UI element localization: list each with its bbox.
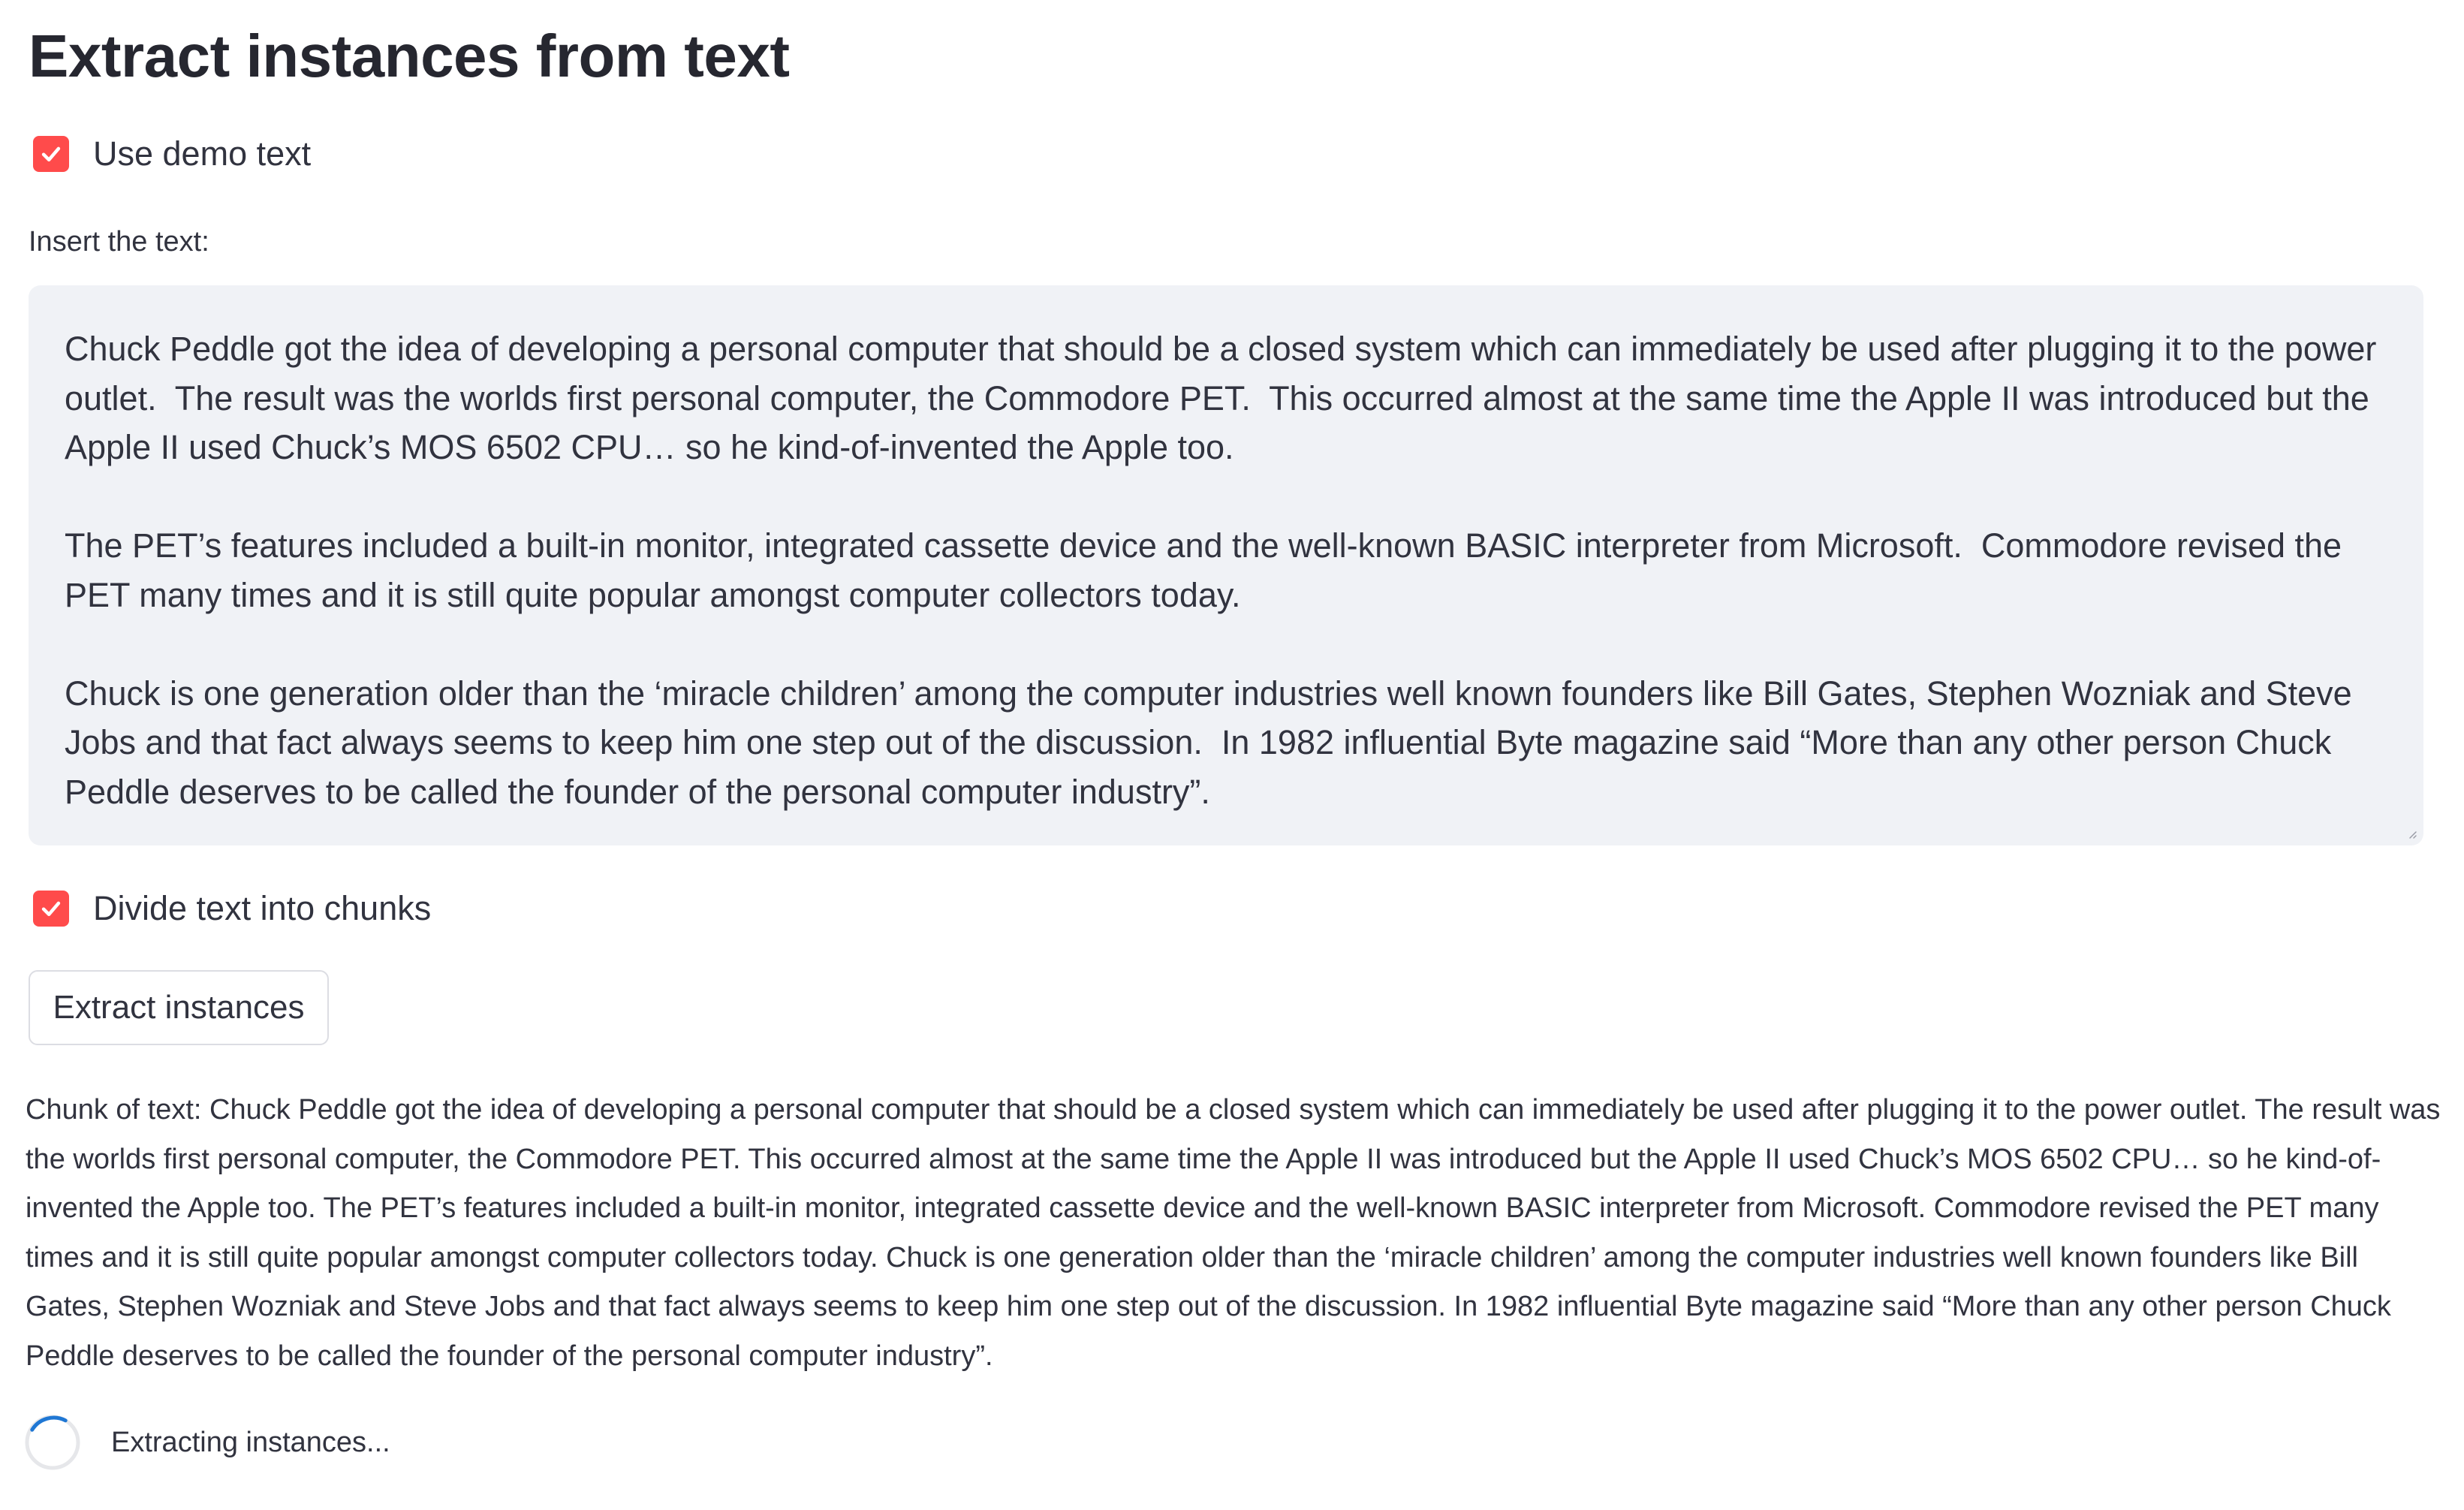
checkbox-checked-icon[interactable] [33, 136, 69, 172]
spinner-icon [23, 1412, 83, 1472]
use-demo-text-label: Use demo text [93, 134, 312, 173]
check-icon [38, 896, 64, 921]
divide-chunks-label: Divide text into chunks [93, 889, 432, 927]
use-demo-text-checkbox[interactable] [33, 131, 311, 176]
loading-status [23, 1409, 390, 1476]
check-icon [38, 141, 64, 167]
insert-text-label: Insert the text: [29, 226, 209, 258]
chunk-output-text: Chunk of text: Chuck Peddle got the idea of developing a personal computer that should be a closed system which can immediately be used after plugging it to the power outlet. The result was the worlds first personal computer, the Commodore PET. This occurred almost at the same time the Apple II was introduced but the Apple II used Chuck’s MOS 6502 CPU… so he kind-of-invented the Apple too. The PET’s features included a built-in monitor, integrated cassette device and the well-known BASIC interpreter from Microsoft. Commodore revised the PET many times and it is still quite popular amongst computer collectors today. Chuck is one generation older than the ‘miracle children’ among the computer industries well known founders like Bill Gates, Stephen Wozniak and Steve Jobs and that fact always seems to keep him one step out of the discussion. In 1982 influential Byte magazine said “More than any other person Chuck Peddle deserves to be called the founder of the personal computer industry”. [26, 1094, 2441, 1372]
text-input-area[interactable] [29, 285, 2423, 845]
checkbox-checked-icon[interactable] [33, 891, 69, 927]
extract-instances-button[interactable]: Extract instances [29, 970, 329, 1045]
text-input-value[interactable]: Chuck Peddle got the idea of developing a personal computer that should be a closed system which can immediately be used after plugging it to the power outlet. The result was the worlds first personal computer, the Commodore PET. This occurred almost at the same time the Apple II was introduced but the Apple II used Chuck’s MOS 6502 CPU… so he kind-of-invented the Apple too. The PET’s features included a built-in monitor, integrated cassette device and the well-known BASIC interpreter from Microsoft. Commodore revised the PET many times and it is still quite popular amongst computer collectors today. Chuck is one generation older than the ‘miracle children’ among the computer industries well known founders like Bill Gates, Stephen Wozniak and Steve Jobs and that fact always seems to keep him one step out of the discussion. In 1982 influential Byte magazine said “More than any other person Chuck Peddle deserves to be called the founder of the personal computer industry”. [65, 330, 2377, 811]
resize-handle-icon[interactable] [2405, 827, 2417, 839]
loading-status-text: Extracting instances... [111, 1427, 390, 1458]
divide-chunks-checkbox[interactable] [33, 886, 431, 931]
page-title: Extract instances from text [29, 23, 790, 89]
